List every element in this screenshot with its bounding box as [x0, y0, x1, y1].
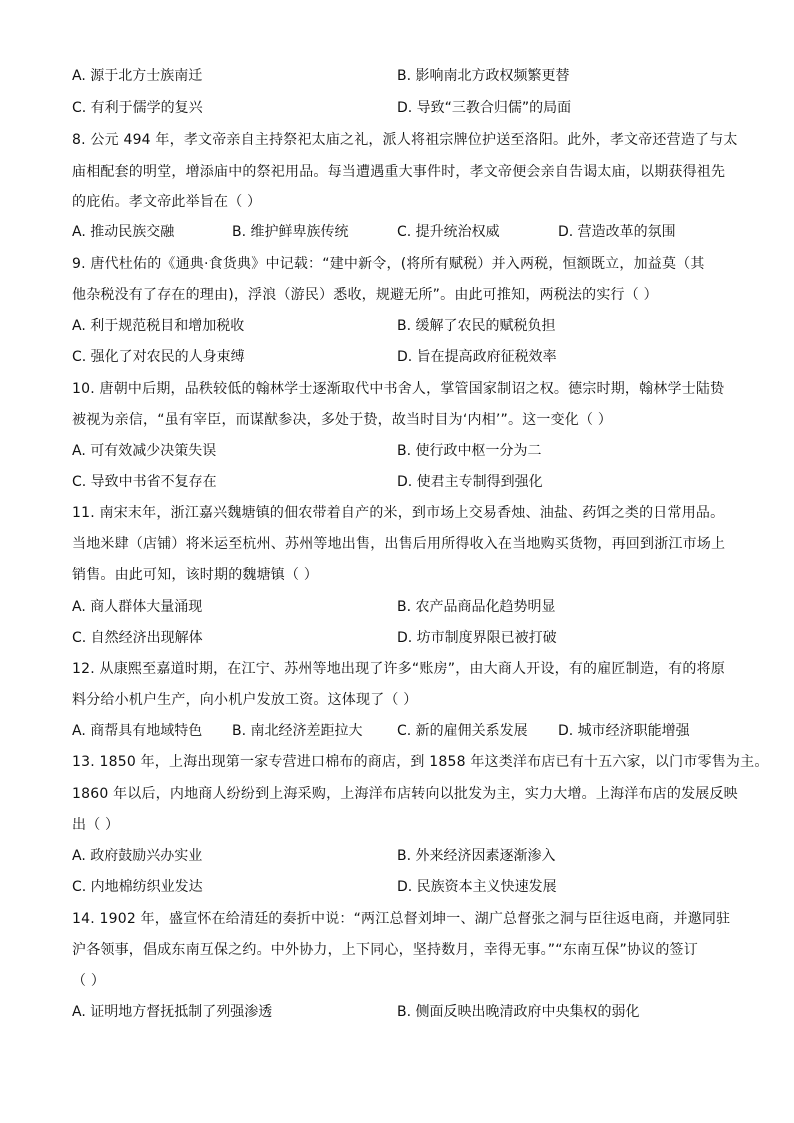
- q10-option-d[interactable]: D. 使君主专制得到强化: [397, 474, 543, 490]
- q9-option-d[interactable]: D. 旨在提高政府征税效率: [397, 349, 557, 365]
- q12-option-c[interactable]: C. 新的雇佣关系发展: [397, 723, 528, 739]
- q13-stem-line-2: 1860 年以后，内地商人纷纷到上海采购，上海洋布店转向以批发为主，实力大增。上海洋布店的发展反映: [72, 786, 738, 802]
- q14-stem-line-3: （ ）: [72, 973, 106, 989]
- q11-stem-line-2: 当地米肆（店铺）将米运至杭州、苏州等地出售，出售后用所得收入在当地购买货物，再回到浙江市场上: [72, 536, 726, 552]
- q9-stem-line-1: 9. 唐代杜佑的《通典·食货典》中记载：“建中新令，(将所有赋税）并入两税，恒额既立，加益莫（其: [72, 256, 705, 272]
- q7-option-c[interactable]: C. 有利于儒学的复兴: [72, 100, 203, 116]
- q12-stem-line-1: 12. 从康熙至嘉道时期，在江宁、苏州等地出现了许多“账房”，由大商人开设，有的雇匠制造，有的将原: [72, 661, 726, 677]
- q9-stem-line-2: 他杂税没有了存在的理由)，浮浪（游民）悉收，规避无所”。由此可推知，两税法的实行（ ）: [72, 287, 658, 303]
- q14-option-a[interactable]: A. 证明地方督抚抵制了列强渗透: [72, 1004, 273, 1020]
- q12-stem-line-2: 料分给小机户生产，向小机户发放工资。这体现了（ ）: [72, 692, 418, 708]
- q14-stem-line-2: 沪各领事，倡成东南互保之约。中外协力，上下同心，坚持数月，幸得无事。”“东南互保”协议的签订: [72, 942, 698, 958]
- q10-stem-line-1: 10. 唐朝中后期，品秩较低的翰林学士逐渐取代中书舍人，掌管国家制诏之权。德宗时期，翰林学士陆贽: [72, 381, 725, 397]
- q12-option-a[interactable]: A. 商帮具有地域特色: [72, 723, 203, 739]
- q8-option-a[interactable]: A. 推动民族交融: [72, 224, 175, 240]
- q8-stem-line-1: 8. 公元 494 年，孝文帝亲自主持祭祀太庙之礼，派人将祖宗牌位护送至洛阳。此外，孝文帝还营造了与太: [72, 132, 738, 148]
- q10-option-c[interactable]: C. 导致中书省不复存在: [72, 474, 217, 490]
- q11-stem-line-1: 11. 南宋末年，浙江嘉兴魏塘镇的佃农带着自产的米，到市场上交易香烛、油盐、药饵之类的日常用品。: [72, 505, 725, 521]
- q11-option-d[interactable]: D. 坊市制度界限已被打破: [397, 630, 557, 646]
- q8-stem-line-2: 庙相配套的明堂，增添庙中的祭祀用品。每当遭遇重大事件时，孝文帝便会亲自告谒太庙，以期获得祖先: [72, 164, 726, 180]
- q10-option-a[interactable]: A. 可有效减少决策失误: [72, 443, 217, 459]
- q13-option-c[interactable]: C. 内地棉纺织业发达: [72, 879, 203, 895]
- q7-option-b[interactable]: B. 影响南北方政权频繁更替: [397, 68, 570, 84]
- q11-option-c[interactable]: C. 自然经济出现解体: [72, 630, 203, 646]
- q7-option-a[interactable]: A. 源于北方士族南迁: [72, 68, 203, 84]
- q9-option-b[interactable]: B. 缓解了农民的赋税负担: [397, 318, 556, 334]
- q12-option-b[interactable]: B. 南北经济差距拉大: [232, 723, 363, 739]
- q13-stem-line-1: 13. 1850 年，上海出现第一家专营进口棉布的商店，到 1858 年这类洋布店已有十五六家，以门市零售为主。: [72, 754, 769, 770]
- q10-stem-line-2: 被视为亲信，“虽有宰臣，而谋猷参决，多处于贽，故当时目为‘内相’”。这一变化（ ）: [72, 412, 613, 428]
- q13-option-a[interactable]: A. 政府鼓励兴办实业: [72, 848, 203, 864]
- q7-option-d[interactable]: D. 导致“三教合归儒”的局面: [397, 100, 572, 116]
- q9-option-a[interactable]: A. 利于规范税目和增加税收: [72, 318, 245, 334]
- q12-option-d[interactable]: D. 城市经济职能增强: [558, 723, 690, 739]
- q8-stem-line-3: 的庇佑。孝文帝此举旨在（ ）: [72, 194, 262, 210]
- q8-option-c[interactable]: C. 提升统治权威: [397, 224, 500, 240]
- q13-option-d[interactable]: D. 民族资本主义快速发展: [397, 879, 557, 895]
- q10-option-b[interactable]: B. 使行政中枢一分为二: [397, 443, 542, 459]
- q8-option-b[interactable]: B. 维护鲜卑族传统: [232, 224, 349, 240]
- q14-option-b[interactable]: B. 侧面反映出晚清政府中央集权的弱化: [397, 1004, 640, 1020]
- q9-option-c[interactable]: C. 强化了对农民的人身束缚: [72, 349, 245, 365]
- q8-option-d[interactable]: D. 营造改革的氛围: [558, 224, 676, 240]
- q11-stem-line-3: 销售。由此可知，该时期的魏塘镇（ ）: [72, 567, 319, 583]
- q13-stem-line-3: 出（ ）: [72, 817, 120, 833]
- q14-stem-line-1: 14. 1902 年，盛宣怀在给清廷的奏折中说：“两江总督刘坤一、湖广总督张之洞与臣往返电商，并邀同驻: [72, 911, 731, 927]
- q13-option-b[interactable]: B. 外来经济因素逐渐渗入: [397, 848, 556, 864]
- q11-option-b[interactable]: B. 农产品商品化趋势明显: [397, 599, 556, 615]
- q11-option-a[interactable]: A. 商人群体大量涌现: [72, 599, 203, 615]
